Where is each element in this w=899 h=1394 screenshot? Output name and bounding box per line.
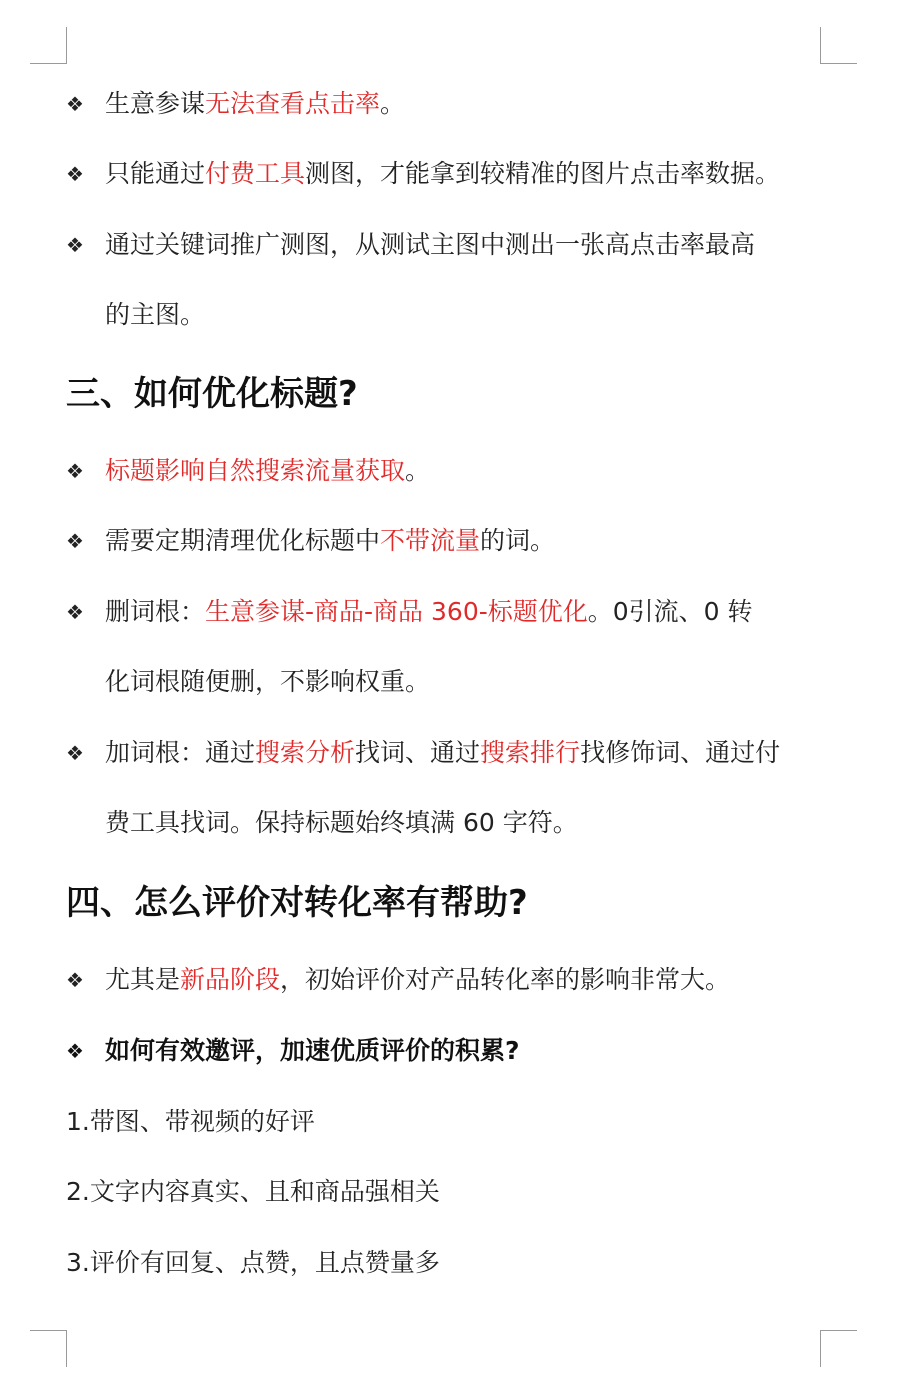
crop-mark-bottom-right bbox=[820, 1330, 857, 1367]
bullet-item-add-root-line2: 费工具找词。保持标题始终填满 60 字符。 bbox=[105, 808, 578, 837]
bullet-item-delete-root-line2: 化词根随便删，不影响权重。 bbox=[105, 667, 431, 696]
bullet-item-keyword-test-line2: 的主图。 bbox=[105, 300, 206, 329]
section-heading-title-optimization: 三、如何优化标题? bbox=[66, 374, 358, 414]
bullet-item-add-root-line1: 加词根：通过搜索分析找词、通过搜索排行找修饰词、通过付 bbox=[105, 738, 781, 767]
bullet-item-clean-title: 需要定期清理优化标题中不带流量的词。 bbox=[105, 526, 556, 555]
list-item-1: 1.带图、带视频的好评 bbox=[66, 1107, 315, 1136]
bullet-icon: ❖ bbox=[66, 529, 84, 553]
list-item-2: 2.文字内容真实、且和商品强相关 bbox=[66, 1177, 440, 1206]
bullet-icon: ❖ bbox=[66, 92, 84, 116]
bullet-icon: ❖ bbox=[66, 968, 84, 992]
bullet-icon: ❖ bbox=[66, 233, 84, 257]
crop-mark-top-left bbox=[30, 27, 67, 64]
list-item-3: 3.评价有回复、点赞，且点赞量多 bbox=[66, 1248, 440, 1277]
bullet-item-paid-tool: 只能通过付费工具测图，才能拿到较精准的图片点击率数据。 bbox=[105, 159, 781, 188]
bullet-icon: ❖ bbox=[66, 741, 84, 765]
bullet-icon: ❖ bbox=[66, 1039, 84, 1063]
crop-mark-bottom-left bbox=[30, 1330, 67, 1367]
section-heading-reviews: 四、怎么评价对转化率有帮助? bbox=[66, 883, 528, 923]
bullet-item-delete-root-line1: 删词根：生意参谋-商品-商品 360-标题优化。0引流、0 转 bbox=[105, 597, 753, 626]
bullet-icon: ❖ bbox=[66, 600, 84, 624]
bullet-item-title-impact: 标题影响自然搜索流量获取。 bbox=[105, 456, 431, 485]
bullet-item-new-product-stage: 尤其是新品阶段，初始评价对产品转化率的影响非常大。 bbox=[105, 965, 731, 994]
bullet-icon: ❖ bbox=[66, 162, 84, 186]
bullet-item-invite-reviews: 如何有效邀评，加速优质评价的积累? bbox=[105, 1036, 520, 1065]
crop-mark-top-right bbox=[820, 27, 857, 64]
bullet-item-keyword-test-line1: 通过关键词推广测图，从测试主图中测出一张高点击率最高 bbox=[105, 230, 756, 259]
bullet-icon: ❖ bbox=[66, 459, 84, 483]
bullet-item-no-ctr: 生意参谋无法查看点击率。 bbox=[105, 89, 406, 118]
